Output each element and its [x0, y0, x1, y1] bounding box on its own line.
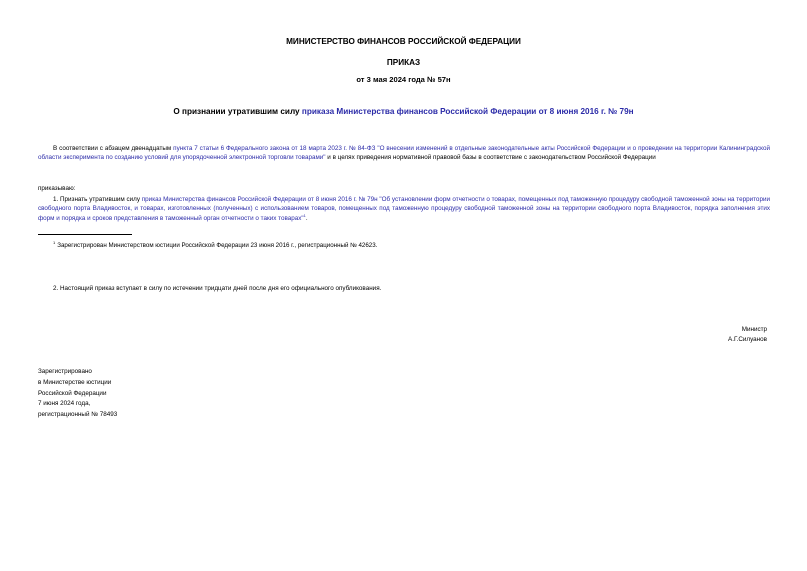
preamble-law-link[interactable]: пункта 7 статьи 6 Федерального закона от 18 марта 2023 г. № 84-ФЗ "О внесении изменений в отдельные законодательные акты Российской Федерации и о проведении на территории Калининградской области эксперимента по созданию условий для упорядоченной электронной торговли товарами" [38, 145, 770, 161]
item-1-paragraph [38, 196, 770, 224]
registration-line: в Министерстве юстиции [38, 378, 112, 386]
title-prefix: О признании утратившим силу [173, 107, 302, 116]
registration-line: Российской Федерации [38, 389, 107, 397]
registration-block [38, 367, 117, 421]
document-title [0, 106, 807, 117]
order-word: приказываю: [38, 185, 76, 192]
footnote-ref[interactable]: 1 [303, 213, 306, 218]
document-type: ПРИКАЗ [386, 58, 421, 67]
signatory-position: Министр [741, 326, 767, 333]
ministry-header: МИНИСТЕРСТВО ФИНАНСОВ РОССИЙСКОЙ ФЕДЕРАЦИИ [286, 37, 521, 46]
preamble-text-1: В соответствии с абзацем двенадцатым [53, 145, 174, 152]
preamble-text-2: и в целях приведения нормативной правовой базы в соответствие с законодательством Российской Федерации [325, 153, 656, 161]
footnote-mark: 1 [53, 240, 56, 245]
preamble-paragraph [38, 145, 770, 162]
item-1-text: 1. Признать утратившим силу [53, 196, 142, 203]
registration-line: регистрационный № 78493 [38, 411, 118, 419]
title-link[interactable]: приказа Министерства финансов Российской Федерации от 8 июня 2016 г. № 79н [301, 107, 634, 116]
footnote-divider [38, 234, 132, 235]
item-1-end: . [305, 215, 308, 223]
registration-line: Зарегистрировано [38, 368, 92, 375]
item-2-paragraph: 2. Настоящий приказ вступает в силу по истечении тридцати дней после дня его официального опубликования. [53, 285, 382, 292]
footnote-text: Зарегистрирован Министерством юстиции Российской Федерации 23 июня 2016 г., регистрационный № 42623. [57, 242, 378, 250]
document-date-number: от 3 мая 2024 года № 57н [356, 75, 451, 84]
footnote [53, 240, 377, 250]
item-1-order-link[interactable]: приказ Министерства финансов Российской Федерации от 8 июня 2016 г. № 79н "Об установлении форм отчетности о товарах, помещенных под таможенную процедуру свободной таможенной зоны на территории свободного порта Владивосток, и товарах, изготовленных (полученных) с использованием товаров, помещенных под таможенную процедуру свободной таможенной зоны на территории свободного порта Владивосток, порядка заполнения этих форм и порядка и сроков представления в таможенный орган отчетности о таких товарах" [38, 196, 770, 223]
signatory-name: А.Г.Силуанов [728, 336, 767, 343]
registration-line: 7 июня 2024 года, [38, 400, 91, 408]
